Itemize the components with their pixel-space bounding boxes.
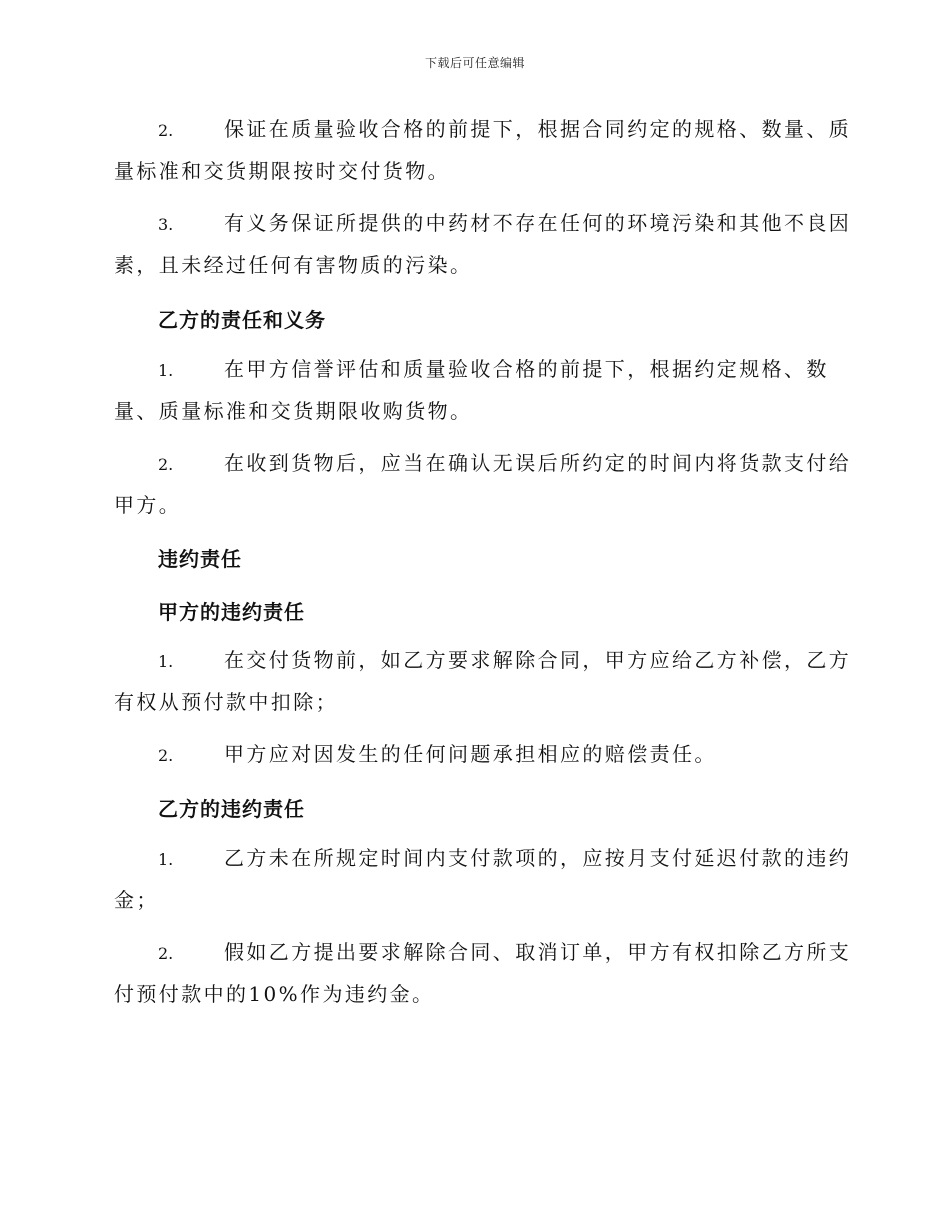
section-heading: 乙方的责任和义务 bbox=[158, 308, 326, 332]
clause-line: 量、质量标准和交货期限收购货物。 bbox=[114, 399, 473, 423]
clause-line: 金； bbox=[114, 888, 159, 912]
clause-number: 1. bbox=[158, 361, 174, 380]
clause-line bbox=[114, 450, 852, 492]
clause-item bbox=[114, 356, 832, 440]
clause-text: 乙方未在所规定时间内支付款项的，应按月支付延迟付款的违约 bbox=[224, 846, 852, 870]
clause-line: 甲方。 bbox=[114, 493, 182, 517]
clause-line bbox=[114, 939, 852, 981]
clause-text: 甲方应对因发生的任何问题承担相应的赔偿责任。 bbox=[224, 742, 717, 766]
clause-number: 2. bbox=[158, 746, 174, 765]
clause-line bbox=[114, 356, 832, 398]
clause-item bbox=[114, 210, 852, 294]
clause-number: 2. bbox=[158, 455, 174, 474]
clause-item bbox=[114, 741, 832, 783]
clause-line: 有权从预付款中扣除； bbox=[114, 690, 338, 714]
clause-line bbox=[114, 647, 852, 689]
clause-item bbox=[114, 939, 852, 1023]
clause-line: 量标准和交货期限按时交付货物。 bbox=[114, 159, 450, 183]
clause-item bbox=[114, 116, 852, 200]
clause-line bbox=[114, 210, 852, 252]
clause-number: 3. bbox=[158, 215, 174, 234]
clause-number: 1. bbox=[158, 850, 174, 869]
clause-text: 在甲方信誉评估和质量验收合格的前提下，根据约定规格、数 bbox=[224, 357, 829, 381]
clause-line: 付预付款中的10%作为违约金。 bbox=[114, 982, 435, 1006]
clause-text: 保证在质量验收合格的前提下，根据合同约定的规格、数量、质 bbox=[224, 117, 852, 141]
clause-line: 素，且未经过任何有害物质的污染。 bbox=[114, 253, 473, 277]
clause-number: 1. bbox=[158, 652, 174, 671]
clause-item bbox=[114, 647, 852, 731]
page-header: 下载后可任意编辑 bbox=[424, 56, 525, 70]
clause-text: 假如乙方提出要求解除合同、取消订单，甲方有权扣除乙方所支 bbox=[224, 940, 852, 964]
clause-number: 2. bbox=[158, 944, 174, 963]
clause-text: 在收到货物后，应当在确认无误后所约定的时间内将货款支付给 bbox=[224, 451, 852, 475]
clause-line bbox=[114, 116, 852, 158]
section-heading: 甲方的违约责任 bbox=[158, 600, 305, 624]
clause-line bbox=[114, 845, 852, 887]
section-heading: 违约责任 bbox=[158, 547, 242, 571]
clause-item bbox=[114, 845, 852, 929]
clause-item bbox=[114, 450, 852, 534]
clause-number: 2. bbox=[158, 121, 174, 140]
clause-line bbox=[114, 741, 832, 783]
section-heading: 乙方的违约责任 bbox=[158, 797, 305, 821]
clause-text: 有义务保证所提供的中药材不存在任何的环境污染和其他不良因 bbox=[224, 211, 852, 235]
clause-text: 在交付货物前，如乙方要求解除合同，甲方应给乙方补偿，乙方 bbox=[224, 648, 852, 672]
